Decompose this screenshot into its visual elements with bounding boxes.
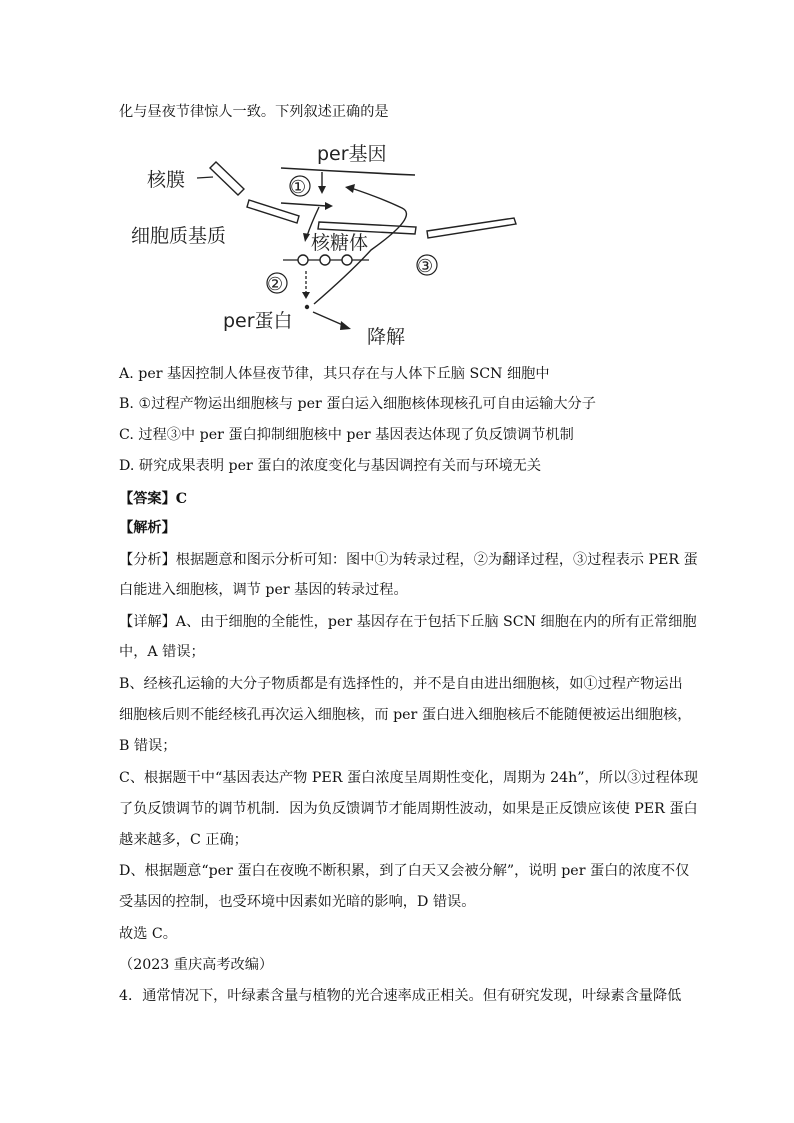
intro-text: 化与昼夜节律惊人一致。下列叙述正确的是 <box>119 104 389 120</box>
degrade-label: 降解 <box>367 326 406 348</box>
analysis-fenxi-line: 白能进入细胞核，调节 per 基因的转录过程。 <box>119 582 408 598</box>
conclusion-line: 故选 C。 <box>119 926 177 942</box>
step3-label: ③ <box>417 256 434 277</box>
dna-strand <box>281 168 415 175</box>
option-c: C. 过程③中 per 蛋白抑制细胞核中 per 基因表达体现了负反馈调节机制 <box>119 427 574 443</box>
ribosome-unit <box>320 255 330 265</box>
nuclear-membrane-label: 核膜 <box>147 169 186 191</box>
ribosome-unit <box>342 255 352 265</box>
per-gene-label: per基因 <box>317 143 387 165</box>
source-line: （2023 重庆高考改编） <box>119 957 274 973</box>
cytoplasm-label: 细胞质基质 <box>131 225 227 247</box>
step1-label: ① <box>290 177 307 198</box>
option-b: B. ①过程产物运出细胞核与 per 蛋白运入细胞核体现核孔可自由运输大分子 <box>119 396 596 412</box>
detail-line: C、根据题干中“基因表达产物 PER 蛋白浓度呈周期性变化，周期为 24h”，所以③过程体现 <box>119 770 699 786</box>
answer-line: 【答案】C <box>119 491 188 507</box>
step2-label: ② <box>267 274 284 295</box>
analysis-heading: 【解析】 <box>119 520 176 536</box>
next-question-line: 4．通常情况下，叶绿素含量与植物的光合速率成正相关。但有研究发现，叶绿素含量降低 <box>119 988 682 1004</box>
analysis-fenxi-line: 【分析】根据题意和图示分析可知：图中①为转录过程，②为翻译过程，③过程表示 PER 蛋 <box>119 552 698 568</box>
nuclear-membrane-segment <box>210 162 244 195</box>
detail-line: 中，A 错误； <box>119 644 205 660</box>
per-gene-regulation-diagram <box>119 132 539 360</box>
detail-line: 受基因的控制，也受环境中因素如光暗的影响，D 错误。 <box>119 894 476 910</box>
per-protein-dot <box>305 305 309 309</box>
ribosome-unit <box>298 255 308 265</box>
ribosome-label: 核糖体 <box>311 232 369 254</box>
detail-line: B、经核孔运输的大分子物质都是有选择性的，并不是自由进出细胞核，如①过程产物运出 <box>119 676 683 692</box>
nuclear-membrane-segment <box>427 218 516 238</box>
detail-line: 了负反馈调节的调节机制．因为负反馈调节才能周期性波动，如果是正反馈应该使 PER 蛋白 <box>119 801 698 817</box>
option-d: D. 研究成果表明 per 蛋白的浓度变化与基因调控有关而与环境无关 <box>119 458 542 474</box>
detail-line: 细胞核后则不能经核孔再次运入细胞核，而 per 蛋白进入细胞核后不能随便被运出细胞核， <box>119 707 692 723</box>
detail-line: 【详解】A、由于细胞的全能性，per 基因存在于包括下丘脑 SCN 细胞在内的所有正常细胞 <box>119 614 697 630</box>
detail-line: D、根据题意“per 蛋白在夜晚不断积累，到了白天又会被分解”，说明 per 蛋白的浓度不仅 <box>119 863 690 879</box>
per-protein-label: per蛋白 <box>223 310 293 332</box>
option-a: A. per 基因控制人体昼夜节律，其只存在与人体下丘脑 SCN 细胞中 <box>119 366 550 382</box>
detail-line: B 错误； <box>119 738 177 754</box>
detail-line: 越来越多，C 正确； <box>119 832 248 848</box>
